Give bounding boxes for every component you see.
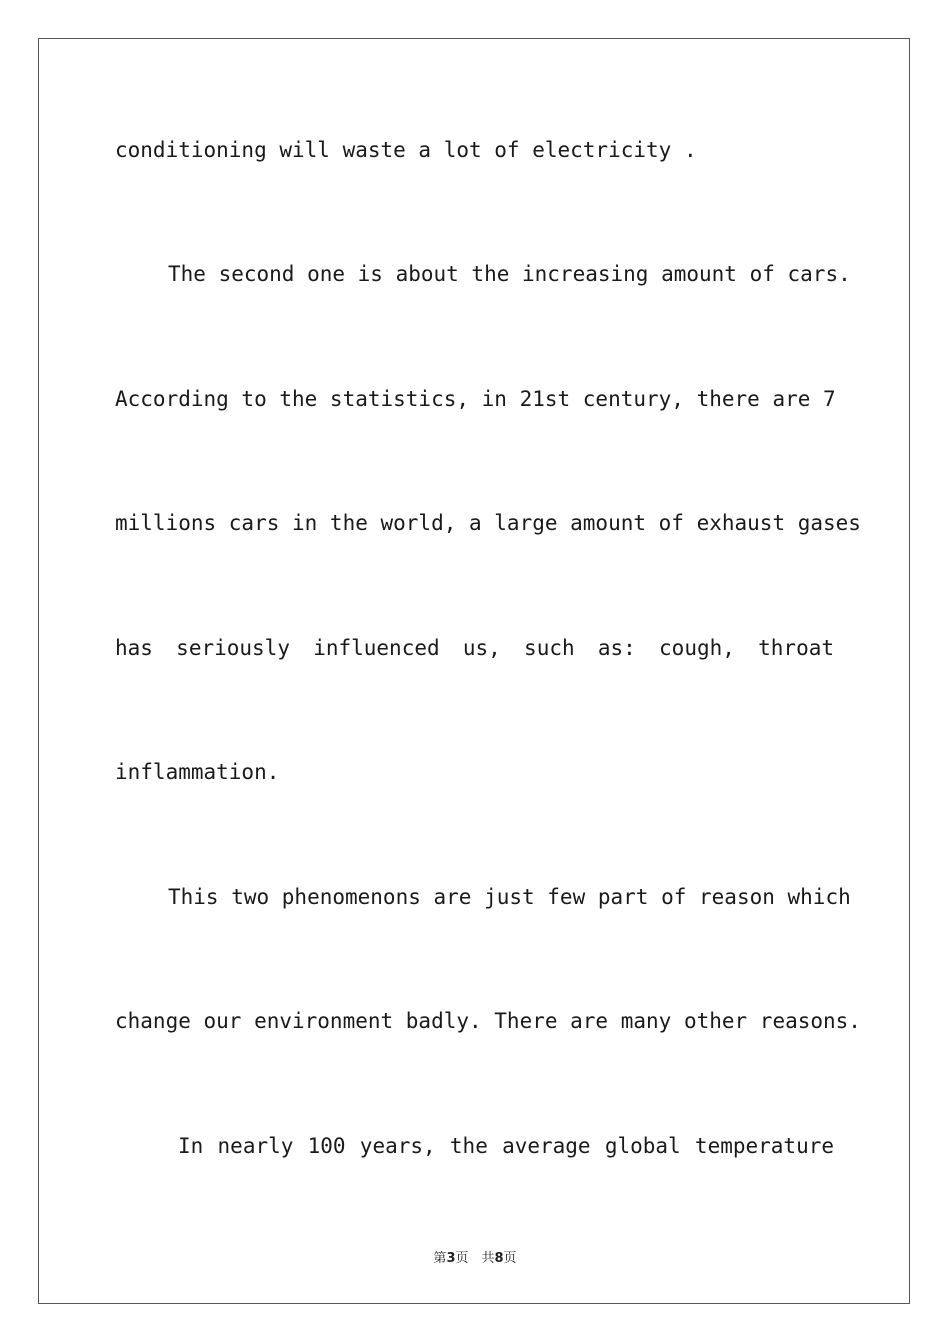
footer-middle: 页 共 <box>455 1251 495 1266</box>
text-line: has seriously influenced us, such as: cough, throat <box>115 636 834 660</box>
text-line: inflammation. <box>115 760 280 784</box>
text-line: change our environment badly. There are many other reasons. <box>115 1009 861 1033</box>
total-pages-number: 8 <box>494 1251 504 1266</box>
footer-prefix: 第 <box>433 1251 447 1266</box>
page-footer <box>0 1247 950 1266</box>
footer-suffix: 页 <box>503 1251 517 1266</box>
text-line: millions cars in the world, a large amount of exhaust gases <box>115 511 861 535</box>
text-line-paragraph-start: The second one is about the increasing amount of cars. <box>168 262 851 286</box>
page-frame <box>38 38 910 1304</box>
text-line: According to the statistics, in 21st century, there are 7 <box>115 387 836 411</box>
text-line-paragraph-start: In nearly 100 years, the average global temperature <box>178 1134 834 1158</box>
text-line-paragraph-start: This two phenomenons are just few part of reason which <box>168 885 851 909</box>
text-line: conditioning will waste a lot of electricity . <box>115 138 697 162</box>
current-page-number: 3 <box>446 1251 456 1266</box>
